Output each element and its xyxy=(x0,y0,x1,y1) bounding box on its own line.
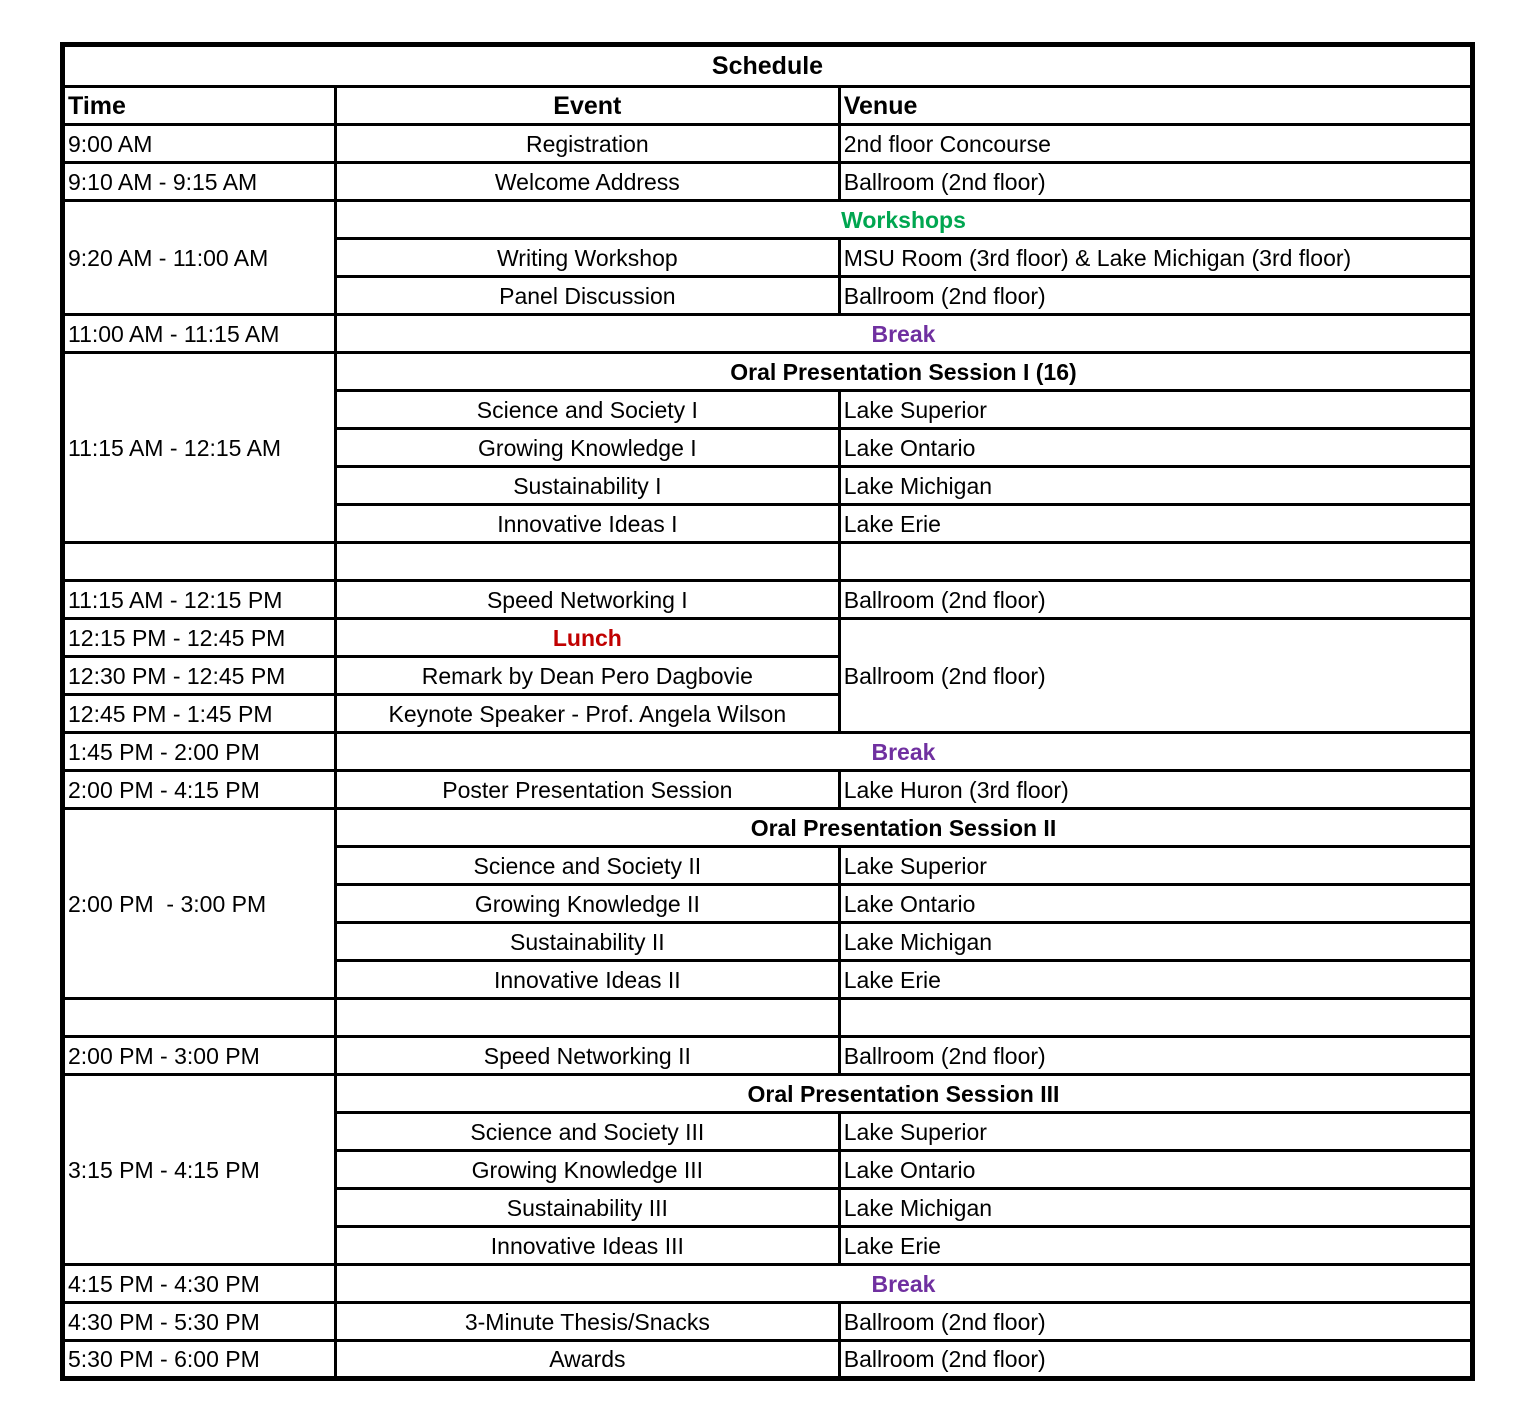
venue-cell: Ballroom (2nd floor) xyxy=(839,1037,1472,1075)
event-cell: Innovative Ideas I xyxy=(335,505,839,543)
time-cell: 4:30 PM - 5:30 PM xyxy=(63,1303,336,1341)
venue-cell: Ballroom (2nd floor) xyxy=(839,163,1472,201)
table-row xyxy=(63,1303,1473,1341)
table-row xyxy=(63,1037,1473,1075)
table-row xyxy=(63,315,1473,353)
time-cell: 1:45 PM - 2:00 PM xyxy=(63,733,336,771)
empty-cell xyxy=(335,999,839,1037)
venue-cell: Lake Michigan xyxy=(839,1189,1472,1227)
venue-cell: MSU Room (3rd floor) & Lake Michigan (3rd floor) xyxy=(839,239,1472,277)
venue-cell: Lake Superior xyxy=(839,847,1472,885)
header-event: Event xyxy=(335,87,839,125)
table-row xyxy=(63,809,1473,847)
event-cell: Writing Workshop xyxy=(335,239,839,277)
table-row xyxy=(63,581,1473,619)
time-cell: 9:10 AM - 9:15 AM xyxy=(63,163,336,201)
event-cell: Sustainability III xyxy=(335,1189,839,1227)
event-cell: Sustainability I xyxy=(335,467,839,505)
time-cell: 2:00 PM - 4:15 PM xyxy=(63,771,336,809)
time-cell: 11:15 AM - 12:15 AM xyxy=(63,353,336,543)
time-cell: 11:00 AM - 11:15 AM xyxy=(63,315,336,353)
session-heading: Oral Presentation Session II xyxy=(335,809,1472,847)
event-cell: Welcome Address xyxy=(335,163,839,201)
header-venue: Venue xyxy=(839,87,1472,125)
event-cell: Speed Networking I xyxy=(335,581,839,619)
schedule-title: Schedule xyxy=(63,45,1473,87)
time-cell: 12:45 PM - 1:45 PM xyxy=(63,695,336,733)
header-time: Time xyxy=(63,87,336,125)
time-cell: 9:20 AM - 11:00 AM xyxy=(63,201,336,315)
venue-cell: Lake Ontario xyxy=(839,429,1472,467)
break-label: Break xyxy=(335,315,1472,353)
venue-cell: Lake Michigan xyxy=(839,467,1472,505)
session-heading: Oral Presentation Session III xyxy=(335,1075,1472,1113)
table-row xyxy=(63,201,1473,239)
event-cell: Growing Knowledge II xyxy=(335,885,839,923)
empty-cell xyxy=(839,543,1472,581)
time-cell: 5:30 PM - 6:00 PM xyxy=(63,1341,336,1379)
break-label: Break xyxy=(335,1265,1472,1303)
empty-cell xyxy=(63,999,336,1037)
time-cell: 12:15 PM - 12:45 PM xyxy=(63,619,336,657)
event-cell: Poster Presentation Session xyxy=(335,771,839,809)
table-row xyxy=(63,619,1473,657)
empty-cell xyxy=(839,999,1472,1037)
time-cell: 2:00 PM - 3:00 PM xyxy=(63,809,336,999)
break-label: Break xyxy=(335,733,1472,771)
event-cell: Growing Knowledge I xyxy=(335,429,839,467)
event-cell: Science and Society II xyxy=(335,847,839,885)
event-cell: Speed Networking II xyxy=(335,1037,839,1075)
time-cell: 12:30 PM - 12:45 PM xyxy=(63,657,336,695)
table-row xyxy=(63,771,1473,809)
time-cell: 2:00 PM - 3:00 PM xyxy=(63,1037,336,1075)
venue-cell: Ballroom (2nd floor) xyxy=(839,619,1472,733)
time-cell: 9:00 AM xyxy=(63,125,336,163)
event-cell: Awards xyxy=(335,1341,839,1379)
venue-cell: Lake Erie xyxy=(839,961,1472,999)
schedule-table xyxy=(60,42,1475,1381)
venue-cell: Lake Michigan xyxy=(839,923,1472,961)
venue-cell: Ballroom (2nd floor) xyxy=(839,1341,1472,1379)
event-cell: Keynote Speaker - Prof. Angela Wilson xyxy=(335,695,839,733)
empty-row xyxy=(63,999,1473,1037)
event-cell: Registration xyxy=(335,125,839,163)
empty-cell xyxy=(63,543,336,581)
event-cell: Innovative Ideas III xyxy=(335,1227,839,1265)
event-cell: Science and Society III xyxy=(335,1113,839,1151)
event-cell: Growing Knowledge III xyxy=(335,1151,839,1189)
venue-cell: Lake Superior xyxy=(839,391,1472,429)
session-heading: Oral Presentation Session I (16) xyxy=(335,353,1472,391)
venue-cell: Lake Erie xyxy=(839,505,1472,543)
empty-row xyxy=(63,543,1473,581)
time-cell: 4:15 PM - 4:30 PM xyxy=(63,1265,336,1303)
venue-cell: 2nd floor Concourse xyxy=(839,125,1472,163)
table-row xyxy=(63,1341,1473,1379)
table-row xyxy=(63,125,1473,163)
venue-cell: Ballroom (2nd floor) xyxy=(839,1303,1472,1341)
event-cell: Innovative Ideas II xyxy=(335,961,839,999)
table-row xyxy=(63,1265,1473,1303)
event-cell: 3-Minute Thesis/Snacks xyxy=(335,1303,839,1341)
event-cell: Science and Society I xyxy=(335,391,839,429)
table-row xyxy=(63,353,1473,391)
venue-cell: Lake Superior xyxy=(839,1113,1472,1151)
table-row xyxy=(63,163,1473,201)
title-row xyxy=(63,45,1473,87)
lunch-label: Lunch xyxy=(335,619,839,657)
venue-cell: Lake Ontario xyxy=(839,885,1472,923)
table-row xyxy=(63,733,1473,771)
event-cell: Sustainability II xyxy=(335,923,839,961)
table-row xyxy=(63,1075,1473,1113)
venue-cell: Lake Huron (3rd floor) xyxy=(839,771,1472,809)
venue-cell: Ballroom (2nd floor) xyxy=(839,277,1472,315)
event-cell: Panel Discussion xyxy=(335,277,839,315)
venue-cell: Ballroom (2nd floor) xyxy=(839,581,1472,619)
venue-cell: Lake Erie xyxy=(839,1227,1472,1265)
venue-cell: Lake Ontario xyxy=(839,1151,1472,1189)
empty-cell xyxy=(335,543,839,581)
event-cell: Remark by Dean Pero Dagbovie xyxy=(335,657,839,695)
workshops-heading: Workshops xyxy=(335,201,1472,239)
time-cell: 3:15 PM - 4:15 PM xyxy=(63,1075,336,1265)
time-cell: 11:15 AM - 12:15 PM xyxy=(63,581,336,619)
header-row xyxy=(63,87,1473,125)
